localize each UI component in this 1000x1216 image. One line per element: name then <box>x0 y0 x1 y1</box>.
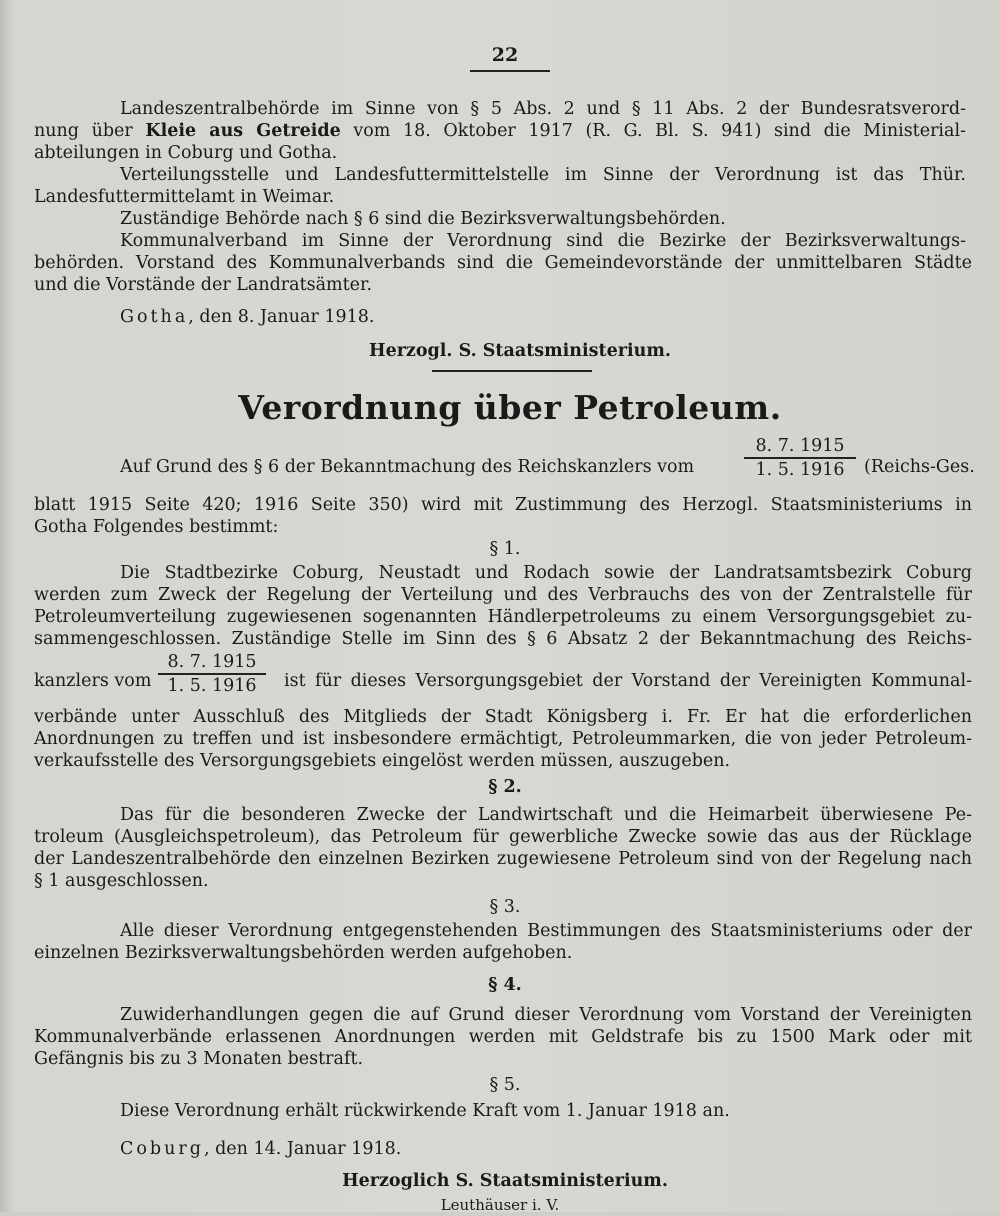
text-line: sammengeschlossen. Zuständige Stelle im Sinn des § 6 Absatz 2 der Bekanntmachung des Reichs- <box>34 629 972 649</box>
text-line: Landeszentralbehörde im Sinne von § 5 Abs. 2 und § 11 Abs. 2 der Bundesratsverord- <box>120 99 966 119</box>
text-line: Zuwiderhandlungen gegen die auf Grund dieser Verordnung vom Vorstand der Vereinigten <box>120 1005 972 1025</box>
paragraph-heading: § 1. <box>489 539 521 559</box>
text-line: Kommunalverbände erlassenen Anordnungen werden mit Geldstrafe bis zu 1500 Mark oder mit <box>34 1027 972 1047</box>
text-line: nung über Kleie aus Getreide vom 18. Oktober 1917 (R. G. Bl. S. 941) sind die Ministerial- <box>34 121 966 141</box>
section-divider <box>432 370 592 372</box>
page-number: 22 <box>491 44 519 66</box>
text-line: ist für dieses Versorgungsgebiet der Vorstand der Vereinigten Kommunal- <box>284 671 972 691</box>
text-line: Gefängnis bis zu 3 Monaten bestraft. <box>34 1049 364 1069</box>
page-number-rule <box>470 70 550 72</box>
date-fraction: 8. 7. 1915 1. 5. 1916 <box>158 652 266 696</box>
text-line: einzelnen Bezirksverwaltungsbehörden werden aufgehoben. <box>34 943 573 963</box>
text-line: verbände unter Ausschluß des Mitglieds der Stadt Königsberg i. Fr. Er hat die erforderlichen <box>34 707 972 727</box>
text-line: Zuständige Behörde nach § 6 sind die Bezirksverwaltungsbehörden. <box>120 209 726 229</box>
text-line: Das für die besonderen Zwecke der Landwirtschaft und die Heimarbeit überwiesene Pe- <box>120 805 972 825</box>
place-date: Gotha, den 8. Januar 1918. <box>120 307 375 327</box>
place-date: Coburg, den 14. Januar 1918. <box>120 1139 402 1159</box>
paragraph-heading: § 3. <box>489 897 521 917</box>
text-line: Alle dieser Verordnung entgegenstehenden Bestimmungen des Staatsministeriums oder der <box>120 921 972 941</box>
text-line: Diese Verordnung erhält rückwirkende Kraft vom 1. Januar 1918 an. <box>120 1101 730 1121</box>
bold-phrase: Kleie aus Getreide <box>145 121 341 141</box>
text-line: Kommunalverband im Sinne der Verordnung sind die Bezirke der Bezirksverwaltungs- <box>120 231 966 251</box>
date-fraction: 8. 7. 1915 1. 5. 1916 <box>744 436 856 480</box>
signature: Herzogl. S. Staatsministerium. <box>369 341 671 361</box>
text-line: Anordnungen zu treffen und ist insbesondere ermächtigt, Petroleummarken, die von jeder Petroleum- <box>34 729 972 749</box>
text-line: der Landeszentralbehörde den einzelnen Bezirken zugewiesene Petroleum sind von der Regelung nach <box>34 849 972 869</box>
document-title: Verordnung über Petroleum. <box>238 388 782 427</box>
text-line: Verteilungsstelle und Landesfuttermittelstelle im Sinne der Verordnung ist das Thür. <box>120 165 966 185</box>
text-line: troleum (Ausgleichspetroleum), das Petroleum für gewerbliche Zwecke sowie das aus der Rücklage <box>34 827 972 847</box>
paragraph-heading: § 5. <box>489 1075 521 1095</box>
text-line: (Reichs-Ges. <box>864 457 975 477</box>
text-line: behörden. Vorstand des Kommunalverbands sind die Gemeindevorstände der unmittelbaren Städte <box>34 253 972 273</box>
text-line: blatt 1915 Seite 420; 1916 Seite 350) wird mit Zustimmung des Herzogl. Staatsministeriums in <box>34 495 972 515</box>
paragraph-heading: § 4. <box>488 975 522 995</box>
text-line: verkaufsstelle des Versorgungsgebiets eingelöst werden müssen, auszugeben. <box>34 751 731 771</box>
text-line: und die Vorstände der Landratsämter. <box>34 275 373 295</box>
signature: Herzoglich S. Staatsministerium. <box>342 1171 668 1191</box>
text-line: Petroleumverteilung zugewiesenen sogenannten Händlerpetroleums zu einem Versorgungsgebiet zu- <box>34 607 972 627</box>
text-line: § 1 ausgeschlossen. <box>34 871 209 891</box>
text-line: Auf Grund des § 6 der Bekanntmachung des Reichskanzlers vom <box>120 457 695 477</box>
text-line: Landesfuttermittelamt in Weimar. <box>34 187 335 207</box>
text-line: abteilungen in Coburg und Gotha. <box>34 143 338 163</box>
signer: Leuthäuser i. V. <box>440 1196 560 1214</box>
text-line: Die Stadtbezirke Coburg, Neustadt und Rodach sowie der Landratsamtsbezirk Coburg <box>120 563 972 583</box>
paragraph-heading: § 2. <box>488 777 522 797</box>
text-line: Gotha Folgendes bestimmt: <box>34 517 279 537</box>
text-line: werden zum Zweck der Regelung der Verteilung und des Verbrauchs des von der Zentralstelle für <box>34 585 972 605</box>
text-line: kanzlers vom <box>34 671 152 691</box>
